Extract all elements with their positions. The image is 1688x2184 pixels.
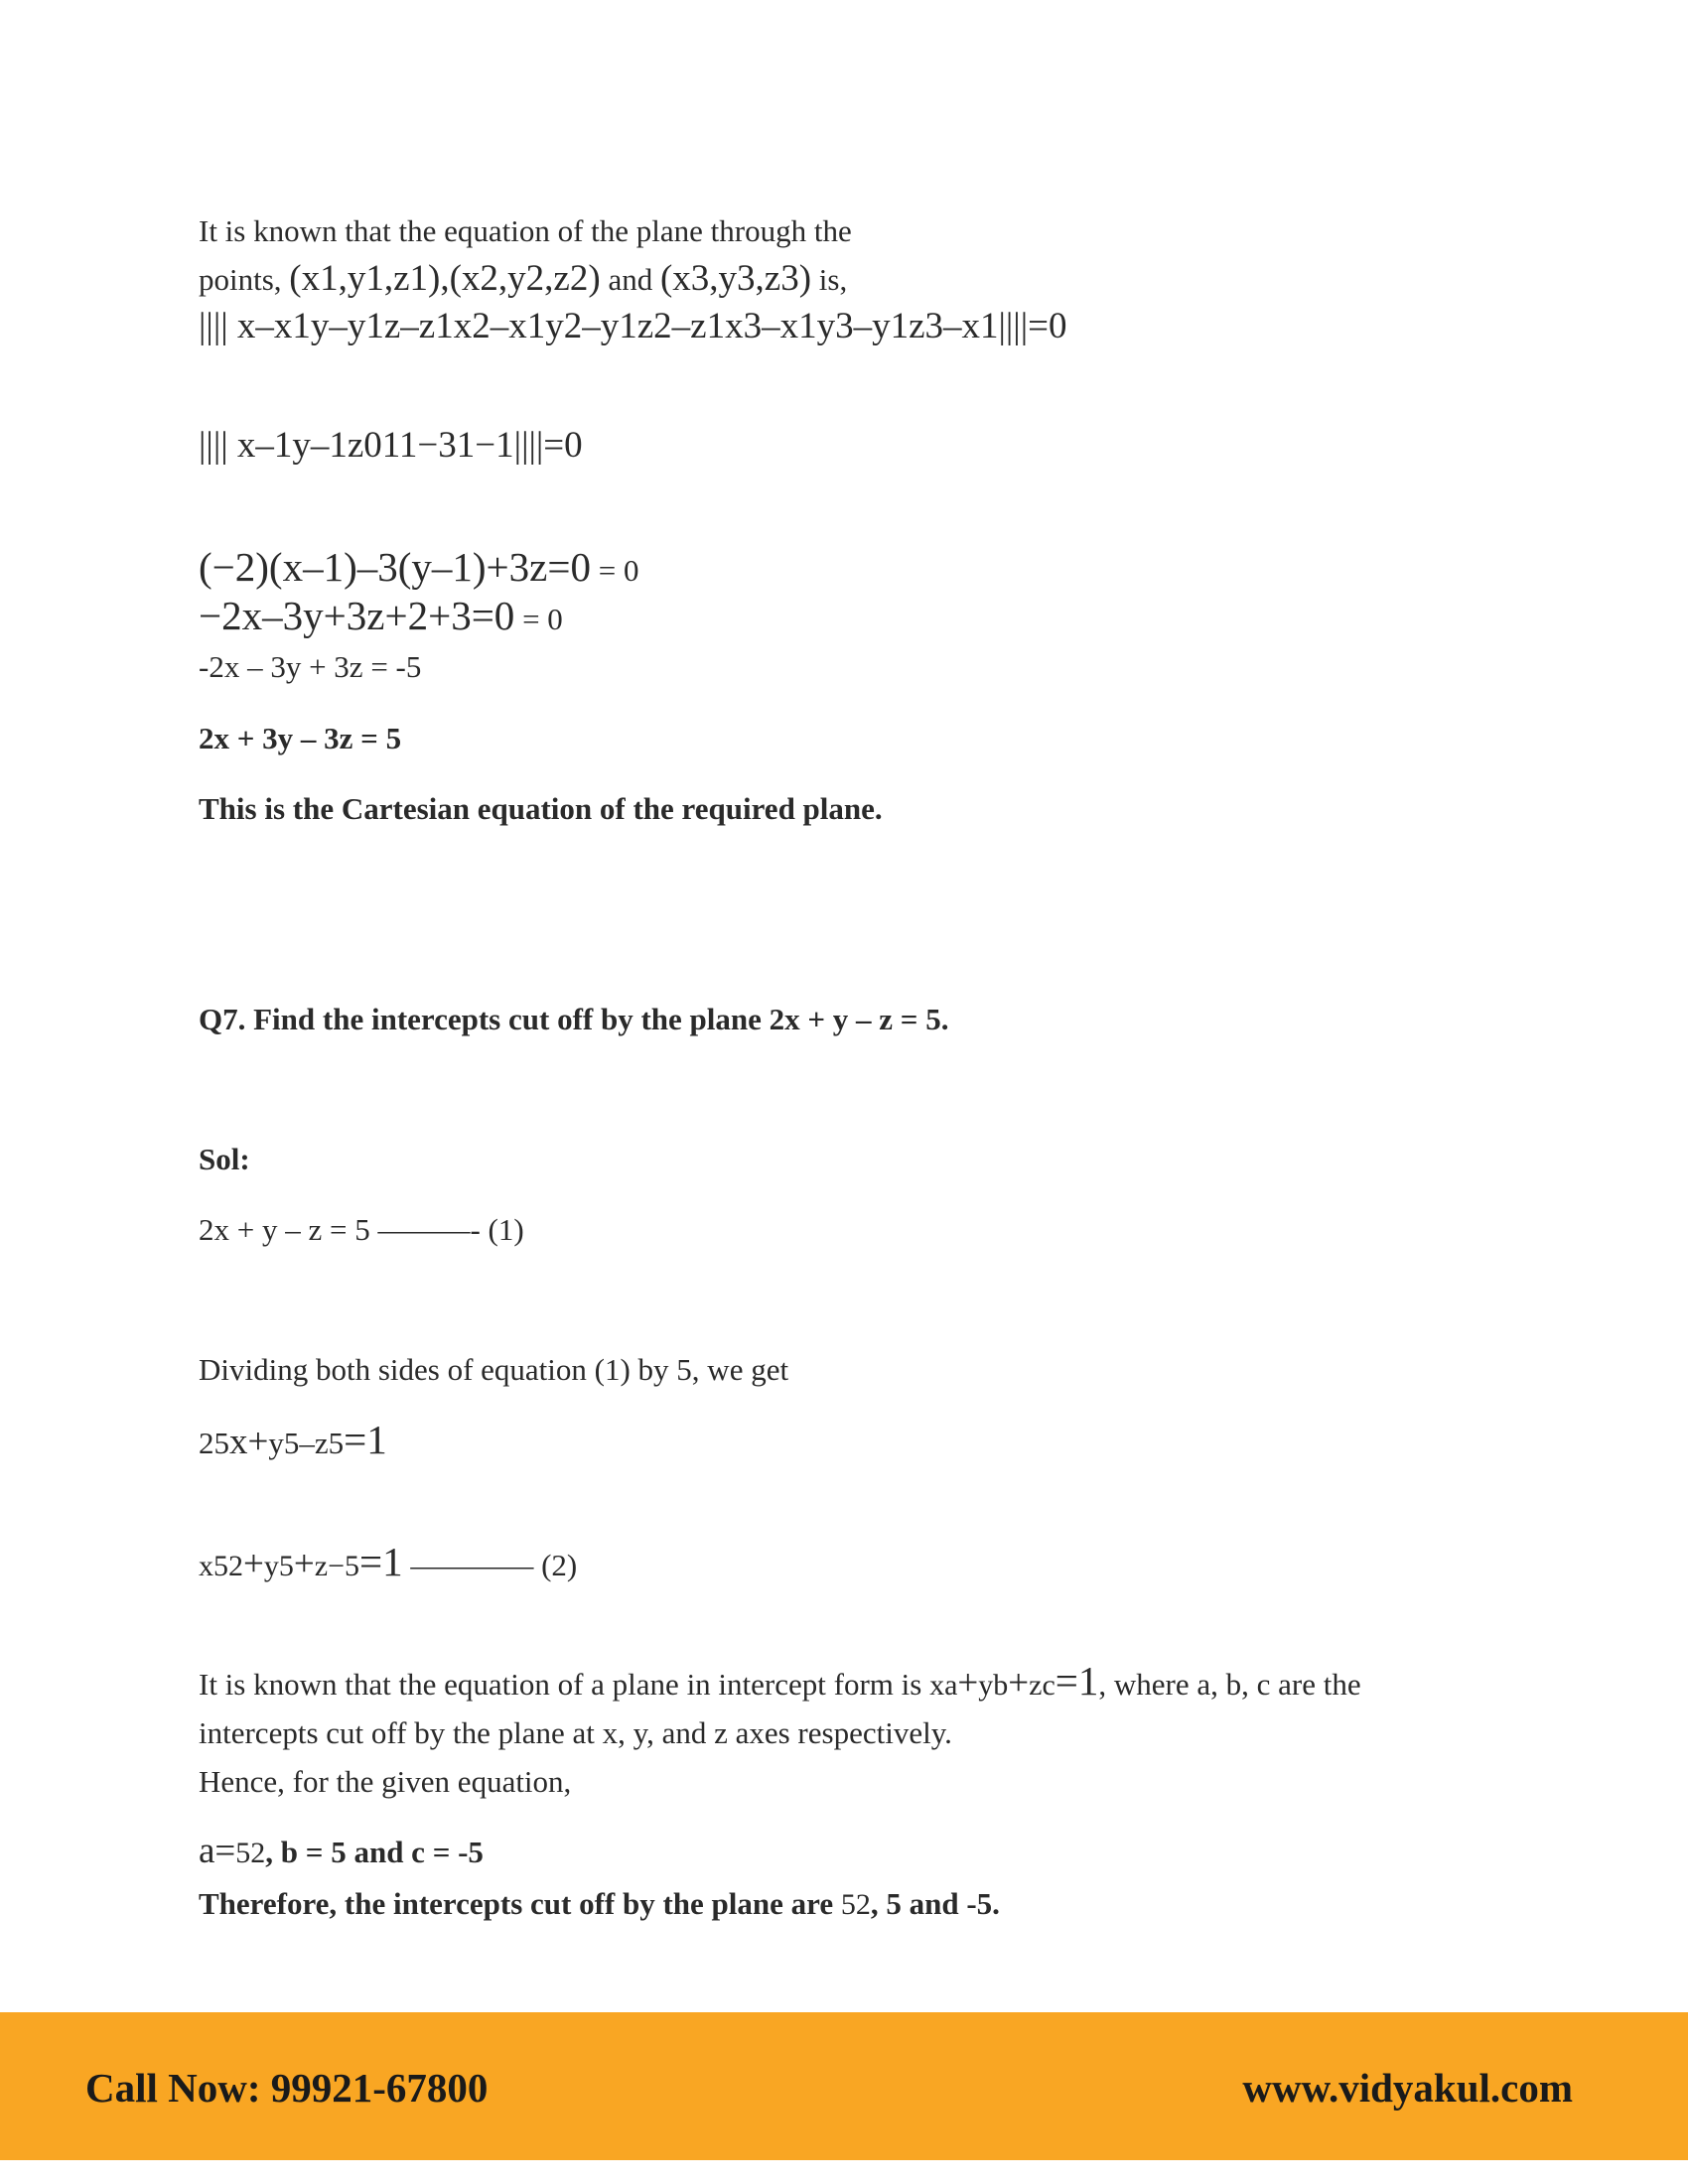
text-span: , 5 and -5. [870,1886,1000,1921]
determinant-general: |||| x–x1y–y1z–z1x2–x1y2–y1z2–z1x3–x1y3–y1z3–x1||||=0 [199,306,1067,346]
math-span: + [293,1544,315,1584]
math-span: 52 [840,1888,871,1921]
text-span: Therefore, the intercepts cut off by the plane are [199,1886,841,1921]
paragraph-line [199,260,847,297]
paragraph-line: Dividing both sides of equation (1) by 5, we get [199,1352,789,1387]
determinant-specific: |||| x–1y–1z011−31−1||||=0 [199,425,583,466]
math-span: 52 [235,1837,266,1869]
equation-line: 2x + y – z = 5 ———- (1) [199,1212,524,1247]
equation-line [199,593,563,638]
text-span: points, [199,262,290,297]
math-span: x+ [229,1422,269,1462]
math-span: y5–z5 [268,1426,345,1460]
math-span: yb [978,1669,1009,1702]
equation-line [199,1539,578,1584]
text-span: It is known that the equation of a plane in intercept form is [199,1667,930,1702]
math-span: =1 [358,1539,403,1584]
text-span: and [600,262,660,297]
footer-banner [0,2012,1688,2160]
question-heading: Q7. Find the intercepts cut off by the plane 2x + y – z = 5. [199,1002,949,1036]
math-span: =1 [344,1417,387,1462]
math-span: zc [1029,1669,1055,1702]
math-span: xa [929,1669,958,1702]
equation-result: 2x + 3y – 3z = 5 [199,721,402,755]
intercept-values [199,1833,484,1869]
equation-line [199,544,639,590]
text-span: , b = 5 and c = -5 [265,1835,484,1869]
final-answer [199,1888,1000,1920]
math-span: (x1,y1,z1),(x2,y2,z2) [289,258,601,299]
text-span: = 0 [514,602,563,636]
call-now-text: Call Now: 99921-67800 [85,2065,489,2111]
paragraph-line: Hence, for the given equation, [199,1764,572,1799]
text-span: = 0 [591,553,639,588]
paragraph-line: It is known that the equation of the plane through the [199,213,852,248]
equation-line [199,1417,387,1462]
math-span: 25 [199,1426,229,1460]
conclusion: This is the Cartesian equation of the required plane. [199,791,883,826]
text-span: , where a, b, c are the [1098,1667,1361,1702]
text-span: ———— (2) [402,1548,578,1582]
math-span: −2x–3y+3z+2+3=0 [199,593,515,638]
math-span: =1 [1055,1658,1099,1704]
math-span: z−5 [314,1550,359,1582]
website-link[interactable]: www.vidyakul.com [1242,2065,1573,2111]
paragraph-line [199,1658,1361,1704]
equation-line: -2x – 3y + 3z = -5 [199,649,422,684]
math-span: (x3,y3,z3) [659,258,812,299]
paragraph-line: intercepts cut off by the plane at x, y, and z axes respectively. [199,1715,952,1750]
solution-label: Sol: [199,1142,250,1176]
text-span: is, [811,262,848,297]
math-span: x52 [199,1550,243,1582]
math-span: + [1008,1663,1030,1704]
math-span: y5 [263,1550,294,1582]
math-span: + [957,1663,979,1704]
math-span: a= [199,1831,236,1871]
math-span: (−2)(x–1)–3(y–1)+3z=0 [199,544,591,590]
math-span: + [243,1544,264,1584]
